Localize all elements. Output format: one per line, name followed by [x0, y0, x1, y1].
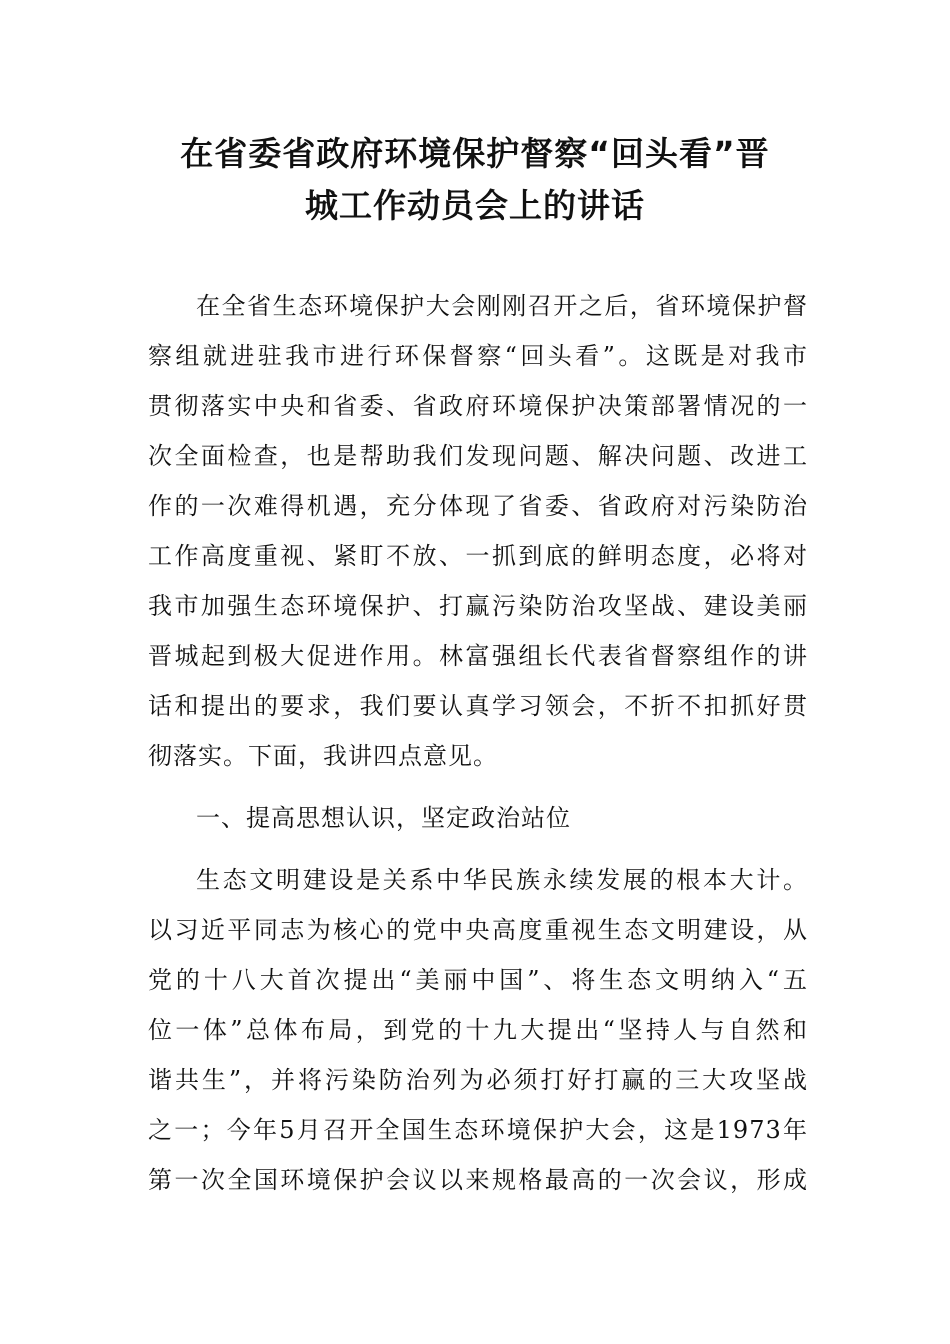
document-body: [148, 281, 808, 1205]
paragraph-line: 作的一次难得机遇，充分体现了省委、省政府对污染防治: [148, 492, 808, 520]
paragraph-line: 察组就进驻我市进行环保督察“回头看”。这既是对我市: [148, 342, 808, 370]
paragraph-line: 党的十八大首次提出“美丽中国”、将生态文明纳入“五: [148, 966, 808, 994]
paragraph-line: 彻落实。下面，我讲四点意见。: [148, 742, 498, 770]
paragraph-line: 话和提出的要求，我们要认真学习领会，不折不扣抓好贯: [148, 692, 808, 720]
paragraph-line: 贯彻落实中央和省委、省政府环境保护决策部署情况的一: [148, 392, 808, 420]
paragraph-line: 之一；今年5月召开全国生态环境保护大会，这是1973年: [148, 1116, 808, 1144]
paragraph-line: 以习近平同志为核心的党中央高度重视生态文明建设，从: [148, 916, 808, 944]
paragraph-line: 我市加强生态环境保护、打赢污染防治攻坚战、建设美丽: [148, 592, 808, 620]
paragraph-spacer: [148, 843, 808, 855]
section-heading: 一、提高思想认识，坚定政治站位: [196, 804, 571, 832]
paragraph-line: 位一体”总体布局，到党的十九大提出“坚持人与自然和: [148, 1016, 808, 1044]
paragraph-line: 工作高度重视、紧盯不放、一抓到底的鲜明态度，必将对: [148, 542, 808, 570]
paragraph-line: 生态文明建设是关系中华民族永续发展的根本大计。: [196, 866, 808, 894]
paragraph-line: 次全面检查，也是帮助我们发现问题、解决问题、改进工: [148, 442, 808, 470]
paragraph-line: 晋城起到极大促进作用。林富强组长代表省督察组作的讲: [148, 642, 808, 670]
title-line: 在省委省政府环境保护督察“回头看”晋: [180, 134, 770, 173]
paragraph-line: 谐共生”，并将污染防治列为必须打好打赢的三大攻坚战: [148, 1066, 808, 1094]
paragraph-line: 第一次全国环境保护会议以来规格最高的一次会议，形成: [148, 1166, 808, 1194]
paragraph-line: 在全省生态环境保护大会刚刚召开之后，省环境保护督: [196, 292, 808, 320]
document-title: [150, 128, 800, 232]
title-line: 城工作动员会上的讲话: [305, 186, 645, 225]
paragraph-intro: [148, 281, 808, 781]
paragraph-ecology: [148, 855, 808, 1205]
